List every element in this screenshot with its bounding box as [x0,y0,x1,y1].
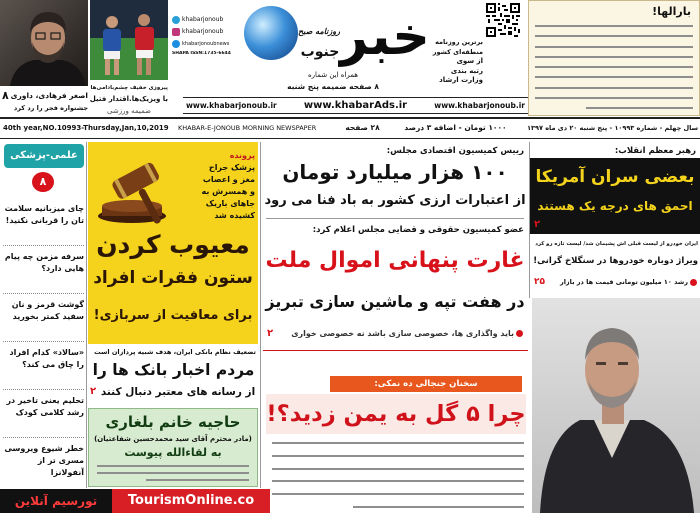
football-image [90,0,168,80]
url-right[interactable]: www.khabarjonoub.ir [434,101,525,110]
obituary-subtitle: (مادر محترم آقای سید محمدحسین شفاعتیان) [94,435,252,443]
science-header[interactable] [4,144,84,168]
currency-kicker: رییس کمیسیون اقتصادی مجلس: [386,146,524,156]
issn-label: SHAPA ISSN:1735-6644 [172,51,231,56]
military-kicker-line: و همسرش به [201,187,255,196]
award-line: وزارت ارشاد [439,76,483,84]
cars-bullet: رشد ۱۰ میلیون تومانی قیمت ها در بازار [559,278,688,286]
qr-code-icon[interactable] [486,3,520,37]
text-line [272,455,524,457]
url-left[interactable]: www.khabarjonoub.ir [186,101,277,110]
logo-subtitle: جنوب [300,44,340,60]
science-item[interactable]: گوشت قرمز و نان سفید کمتر بخورید [3,296,84,342]
gavel-icon [92,148,190,226]
farhadi-photo[interactable] [0,0,88,86]
text-line [535,87,693,89]
twitter-icon [172,40,180,48]
science-label: علمی-پزشکی [10,150,78,161]
military-kicker-line: پزشک جراح [208,163,255,172]
award-line: منطقه‌ای کشور [432,47,483,56]
url-bar [183,97,528,114]
text-line [535,56,693,58]
instagram-icon [172,28,180,36]
privatization-headline-black[interactable]: در هفت تپه و ماشین سازی تبریز [265,292,525,311]
privatization-page-number: ۲ [267,328,274,339]
text-line [272,442,524,444]
prayer-text [535,25,693,109]
military-headline-line3[interactable]: برای معافیت از سربازی! [93,308,253,323]
dateline-paper-name: KHABAR-E-JONOUB MORNING NEWSPAPER [178,124,317,132]
banking-headline-line2[interactable]: از رسانه های معتبر دنبال کنند [100,386,256,398]
instagram-row[interactable] [172,26,232,37]
banking-page-number: ۲ [90,386,97,397]
bullet-icon [690,279,697,286]
science-item[interactable]: چای میزبانیه سلامت تان را قربانی نکنید! [3,200,84,246]
tourism-ad-banner[interactable] [0,489,270,513]
text-line [272,468,524,470]
text-line [535,76,693,78]
privatization-headline-red[interactable]: غارت پنهانی اموال ملت [265,248,525,273]
dehnamaki-headline[interactable]: چرا ۵ گل به یمن زدید؟! [266,394,526,434]
science-item[interactable]: خطر شیوع ویروسی مسری تر از آنفولانزا [4,444,84,477]
social-box [172,6,232,66]
leader-quote-box[interactable] [530,158,700,234]
text-line [97,472,249,474]
dateline-english: 40th year,NO.10993-Thursday,Jan,10,2019 [3,124,169,132]
text-line [272,493,524,495]
military-kicker-line: کشیده شد [214,211,255,220]
ad-brand-logo [0,489,112,513]
dehnamaki-photo[interactable] [532,298,700,513]
dehnamaki-kicker: سخنان جنجالی ده نمکی: [374,379,478,389]
text-line [535,35,693,37]
text-line [535,97,693,99]
military-headline-line1[interactable]: معیوب کردن [96,230,250,259]
obituary-status: به لقاءالله پیوست [124,446,222,459]
cars-headline[interactable]: ویراژ دوباره خودروها در سنگلاخ گرانی! [533,256,698,266]
supplement-line2: ۸ صفحه ضمیمه پنج شنبه [287,82,379,91]
farhadi-page-number: ۸ [2,89,9,102]
qr-code-image [486,3,520,37]
military-headline-line2[interactable]: ستون فقرات افراد [93,268,253,288]
section-divider [266,218,524,219]
science-page-number: ۸ [32,172,54,192]
dateline-pages: ۲۸ صفحه [345,123,380,132]
dehnamaki-body [272,442,524,508]
supplement-line1: همراه این شماره [308,71,358,79]
award-line: از سوی [456,57,483,65]
sport-caption-line1[interactable]: پیروزی خفیف چشم‌بادامی‌ها [90,85,168,91]
instagram-handle: khabarjonoub [182,28,224,35]
ad-url[interactable]: TourismOnline.co [127,493,255,508]
privatization-kicker: عضو کمیسیون حقوقی و قضایی مجلس اعلام کرد: [312,225,524,235]
dateline-price: ۱۰۰۰ تومان - اضافه ۳ درصد [404,123,507,132]
twitter-row[interactable] [172,38,232,49]
dehnamaki-kicker-strip [330,376,522,392]
privatization-bullet: باید واگذاری ها، خصوصی سازی باشد نه خصوصی خواری [291,329,514,338]
bullet-icon [516,330,523,337]
award-line: برترین روزنامه [435,38,483,46]
telegram-row[interactable] [172,14,232,25]
text-line [535,25,693,27]
football-photo[interactable] [90,0,168,80]
text-line [272,480,524,482]
prayer-box [528,0,700,116]
column-rule [260,142,261,488]
logo-tagline: روزنامه صبح [298,27,340,36]
ad-brand-persian: تورسیم آنلاین [14,494,98,508]
science-item[interactable]: سرفه مزمن چه پیام هایی دارد؟ [3,248,84,294]
obituary-title: حاجیه خانم بلغاری [105,413,241,431]
column-rule [86,142,87,488]
portrait-image [532,298,700,513]
obituary-details [97,465,249,481]
leader-page-number: ۲ [534,219,541,230]
logo-title[interactable]: خبر [338,6,430,67]
obituary-box[interactable] [88,408,258,487]
gavel-image [92,148,190,226]
twitter-handle: khabarjonoubnews [182,40,230,47]
text-line [535,46,693,48]
text-line [353,506,524,508]
currency-headline-line2[interactable]: از اعتبارات ارزی کشور به باد فنا می رود [264,193,526,208]
science-item[interactable]: تحلیم یعنی تاخیر در رشد کلامی کودک [3,392,84,438]
farhadi-caption-line2[interactable]: جشنواره فجر را رد کرد [13,104,88,112]
text-line [586,107,693,109]
text-line [535,66,693,68]
cars-page-number: ۲۵ [534,277,545,287]
text-line [146,479,249,481]
banking-kicker: تضعیف نظام بانکی ایران، هدف شبیه پردازان است [94,348,256,356]
sport-caption-line2[interactable]: با ویزیک‌ها.اقتدار فتیل [90,95,168,103]
science-item[interactable]: «سالاد» کدام افراد را چاق می کند؟ [3,344,84,390]
farhadi-caption-line1[interactable]: اصغر فرهادی، داوری [10,91,88,100]
telegram-icon [172,16,180,24]
prayer-title: بارالها! [652,5,691,18]
globe-icon [244,6,298,60]
banking-headline-line1[interactable]: مردم اخبار بانک ها را [92,361,255,379]
telegram-handle: khabarjonoub [182,16,224,23]
text-line [97,465,249,467]
url-center[interactable]: www.khabarAds.ir [303,100,408,111]
dateline-persian: سال چهلم - شماره ۱۰۹۹۳ - پنج شنبه ۲۰ دی ماه ۱۳۹۷ [527,124,698,132]
military-kicker-line: پرونده [229,151,255,160]
military-kicker-line: مغز و اعصاب [202,175,255,184]
leader-headline-line1: بعضی سران آمریکا [535,167,695,187]
portrait-image [0,0,88,86]
ad-url-strip [112,489,270,513]
currency-headline-line1[interactable]: ۱۰۰ هزار میلیارد تومان [282,160,508,184]
leader-kicker: رهبر معظم انقلاب: [614,146,696,156]
military-kicker-line: جاهای باریک [205,199,255,208]
cars-kicker: ایران خودرو از لیست قبلی اش پشیمان شد/ لیست تازه رو کرد [535,241,698,247]
award-line: رتبه بندی [450,66,483,75]
sport-section-label: ضمیمه ورزشی [107,107,151,115]
leader-headline-line2: احمق های درجه یک هستند [537,199,693,213]
